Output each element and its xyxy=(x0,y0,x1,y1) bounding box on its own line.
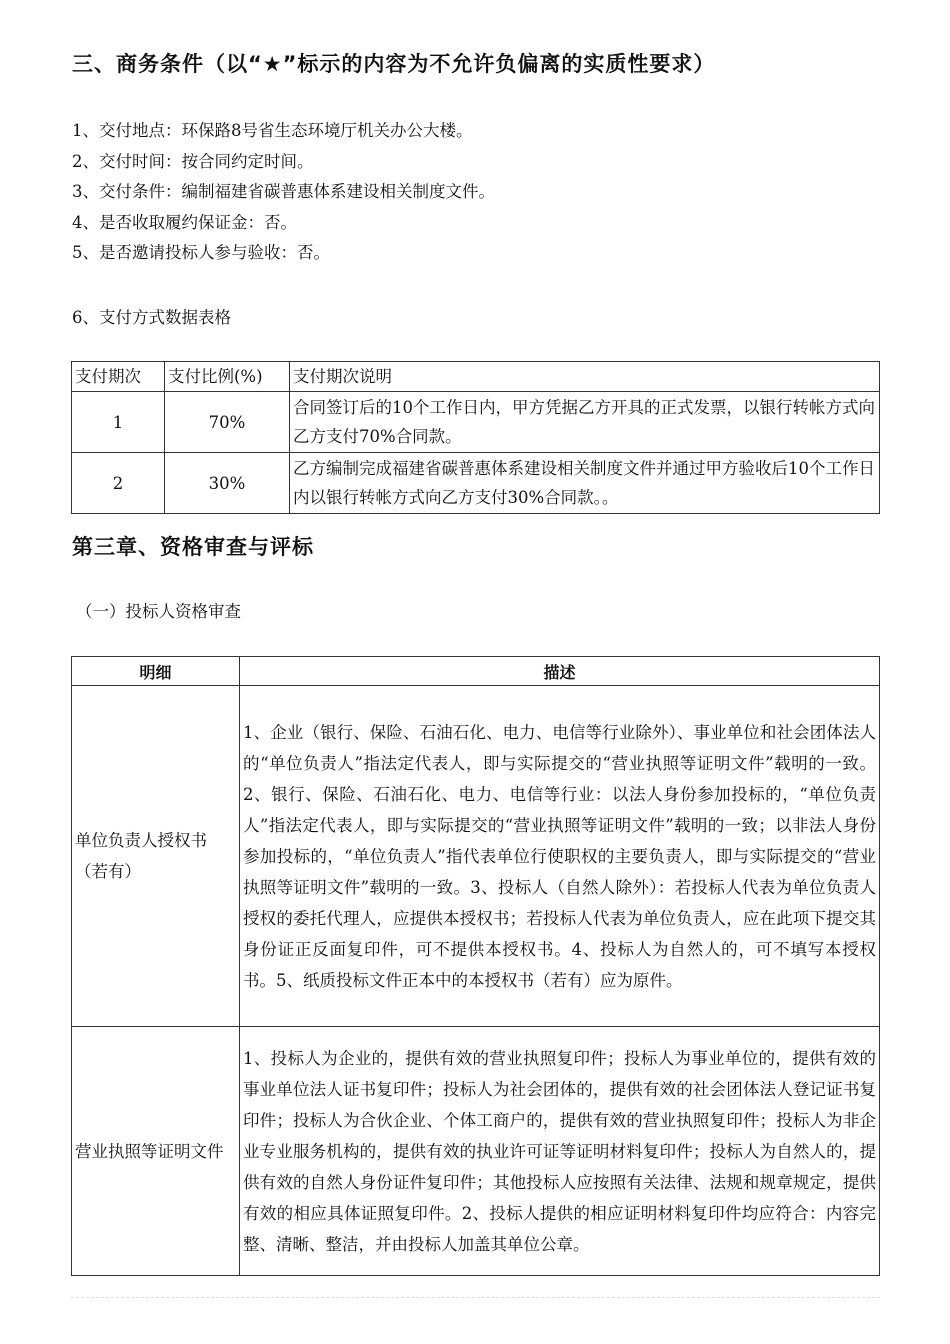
subsection-title: （一）投标人资格审查 xyxy=(76,602,241,621)
header-desc: 描述 xyxy=(240,657,880,686)
table-header-row xyxy=(72,362,880,392)
payment-table xyxy=(71,361,880,514)
chapter-title: 第三章、资格审查与评标 xyxy=(72,535,314,559)
item-cell: 单位负责人授权书（若有） xyxy=(72,686,240,1027)
ratio-cell: 30% xyxy=(165,453,290,514)
desc-cell: 1、企业（银行、保险、石油石化、电力、电信等行业除外）、事业单位和社会团体法人的“单位负责人”指法定代表人，即与实际提交的“营业执照等证明文件”载明的一致。2、银行、保险、石油石化、电力、电信等行业：以法人身份参加投标的，“单位负责人”指法定代表人，即与实际提交的“营业执照等证明文件”载明的一致；以非法人身份参加投标的，“单位负责人”指代表单位行使职权的主要负责人，即与实际提交的“营业执照等证明文件”载明的一致。3、投标人（自然人除外）：若投标人代表为单位负责人授权的委托代理人，应提供本授权书；若投标人代表为单位负责人，应在此项下提交其身份证正反面复印件，可不提供本授权书。4、投标人为自然人的，可不填写本授权书。5、纸质投标文件正本中的本授权书（若有）应为原件。 xyxy=(240,686,880,1027)
desc-cell: 乙方编制完成福建省碳普惠体系建设相关制度文件并通过甲方验收后10个工作日内以银行转帐方式向乙方支付30%合同款。。 xyxy=(290,453,880,514)
table-header-row xyxy=(72,657,880,686)
payment-table-title: 6、支付方式数据表格 xyxy=(72,308,231,327)
section-heading: 三、商务条件（以“★”标示的内容为不允许负偏离的实质性要求） xyxy=(72,52,716,76)
term-delivery-location: 1、交付地点：环保路8号省生态环境厅机关办公大楼。 xyxy=(72,121,473,140)
header-ratio: 支付比例(%) xyxy=(165,362,290,392)
item-cell: 营业执照等证明文件 xyxy=(72,1027,240,1276)
ratio-cell: 70% xyxy=(165,392,290,453)
header-desc: 支付期次说明 xyxy=(290,362,880,392)
term-performance-bond: 4、是否收取履约保证金：否。 xyxy=(72,212,297,232)
term-delivery-time: 2、交付时间：按合同约定时间。 xyxy=(72,151,314,171)
table-row xyxy=(72,453,880,514)
stage-cell: 2 xyxy=(72,453,165,514)
qualification-table xyxy=(71,656,880,1276)
table-row xyxy=(72,1027,880,1276)
table-row xyxy=(72,686,880,1027)
term-acceptance: 5、是否邀请投标人参与验收：否。 xyxy=(72,243,330,262)
desc-cell: 合同签订后的10个工作日内，甲方凭据乙方开具的正式发票，以银行转帐方式向乙方支付70%合同款。 xyxy=(290,392,880,453)
header-item: 明细 xyxy=(72,657,240,686)
desc-cell: 1、投标人为企业的，提供有效的营业执照复印件；投标人为事业单位的，提供有效的事业单位法人证书复印件；投标人为社会团体的，提供有效的社会团体法人登记证书复印件；投标人为合伙企业、个体工商户的，提供有效的营业执照复印件；投标人为非企业专业服务机构的，提供有效的执业许可证等证明材料复印件；投标人为自然人的，提供有效的自然人身份证件复印件；其他投标人应按照有关法律、法规和规章规定，提供有效的相应具体证照复印件。2、投标人提供的相应证明材料复印件均应符合：内容完整、清晰、整洁，并由投标人加盖其单位公章。 xyxy=(240,1027,880,1276)
terms-list xyxy=(72,116,495,269)
table-row xyxy=(72,392,880,453)
page-bottom-divider xyxy=(71,1297,880,1298)
stage-cell: 1 xyxy=(72,392,165,453)
header-stage: 支付期次 xyxy=(72,362,165,392)
term-delivery-condition: 3、交付条件：编制福建省碳普惠体系建设相关制度文件。 xyxy=(72,182,495,201)
